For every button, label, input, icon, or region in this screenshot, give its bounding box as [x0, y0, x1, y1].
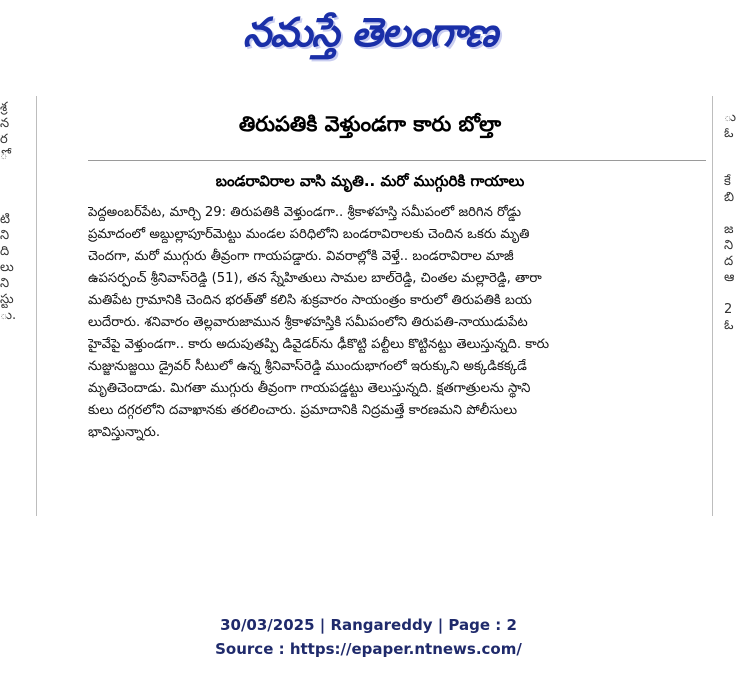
article-line: హైవేపై వెళ్తుండగా.. కారు అదుపుతప్పి డివైడర్‌ను ఢీకొట్టి పల్టీలు కొట్టినట్టు తెలుస్తున్నది. కారు [88, 337, 550, 352]
article-line: నుజ్జునుజ్జయి డ్రైవర్ సీటులో ఉన్న శ్రీనివాస్‌రెడ్డి ముందుభాగంలో ఇరుక్కుని అక్కడికక్కడే [88, 359, 527, 374]
headline-rule [88, 160, 706, 161]
article-line: చెందగా, మరో ముగ్గురు తీవ్రంగా గాయపడ్డారు. వివరాల్లోకి వెళ్తే.. బండరావిరాల మాజీ [88, 249, 514, 264]
article-line: కులు దగ్గరలోని దవాఖానకు తరలించారు. ప్రమాదానికి నిద్రమత్తే కారణమని పోలీసులు [88, 403, 518, 418]
article-subheadline: బండరావిరాల వాసి మృతి.. మరో ముగ్గురికి గాయాలు [215, 172, 525, 190]
article-line: ప్రమాదంలో అబ్దుల్లాపూర్‌మెట్టు మండల పరిధిలోని బండరావిరాలకు చెందిన ఒకరు మృతి [88, 227, 530, 242]
article-line: ఉపసర్పంచ్ శ్రీనివాస్‌రెడ్డి (51), తన స్నేహితులు సామల బాల్‌రెడ్డి, చింతల మల్లారెడ్డి, తారా [88, 271, 542, 286]
article-line: భావిస్తున్నారు. [88, 425, 161, 440]
right-column-divider [712, 96, 713, 516]
article-headline: తిరుపతికి వెళ్తుండగా కారు బోల్తా [238, 112, 502, 136]
article-line: పెద్దఅంబర్‌పేట, మార్చి 29: తిరుపతికి వెళ్తుండగా.. శ్రీకాళహస్తి సమీపంలో జరిగిన రోడ్డు [88, 205, 522, 220]
article-line: మతిపేట గ్రామానికి చెందిన భరత్‌తో కలిసి శుక్రవారం సాయంత్రం కారులో తిరుపతికి బయ [88, 293, 532, 308]
footer-source-link[interactable]: Source : https://epaper.ntnews.com/ [215, 640, 522, 658]
left-column-divider [36, 96, 37, 516]
masthead-logo: నమస్తే తెలంగాణ [242, 10, 498, 56]
article-line: లుదేరారు. శనివారం తెల్లవారుజామున శ్రీకాళహస్తికి సమీపంలోని తిరుపతి-నాయుడుపేట [88, 315, 528, 330]
article-body [88, 202, 704, 444]
footer-edition-info: 30/03/2025 | Rangareddy | Page : 2 [220, 616, 517, 634]
right-neighbor-column-fragment: ు ఓ కే బి జ ని ద ఆ 2 ఓ [724, 110, 737, 333]
left-neighbor-column-fragment: శ్ర న ర ో టి ని ది లు ని స్టు ు. [0, 100, 17, 323]
article-line: మృతిచెందాడు. మిగతా ముగ్గురు తీవ్రంగా గాయపడ్డట్టు తెలుస్తున్నది. క్షతగాత్రులను స్థాని [88, 381, 531, 396]
